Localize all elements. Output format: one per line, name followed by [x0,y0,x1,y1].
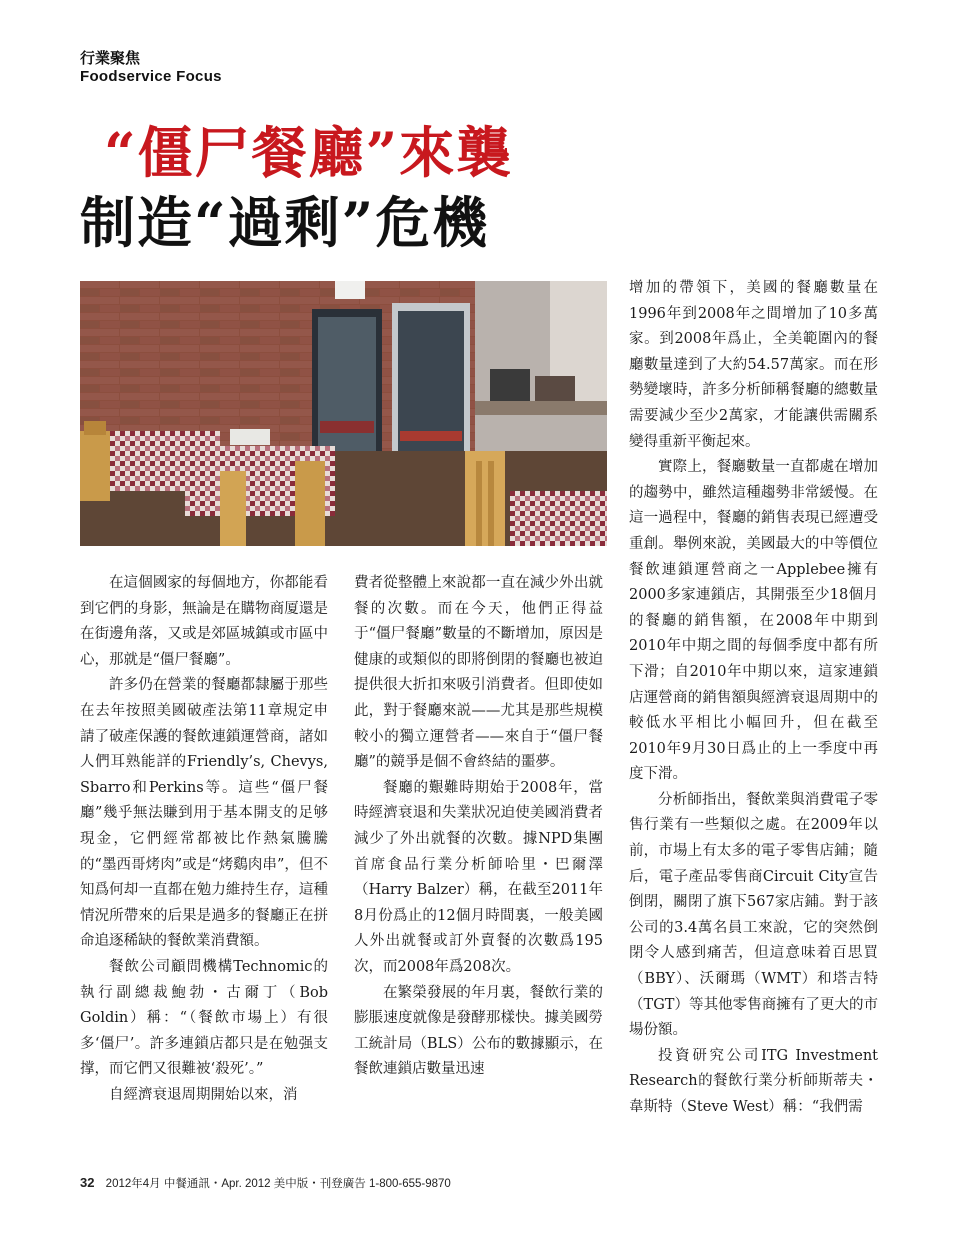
issue-info: 2012年4月 中餐通訊・Apr. 2012 美中版・刊登廣告 1-800-655-9870 [105,1178,451,1190]
paragraph: 在繁榮發展的年月裏，餐飲行業的膨脹速度就像是發酵那樣快。據美國勞工統計局（BLS）公布的數據顯示，在餐飲連鎖店數量迅速 [354,984,603,1078]
article-column-2 [354,571,603,1083]
paragraph: 餐飲公司顧問機構Technomic的執行副總裁鮑勃・古爾丁（Bob Goldin）稱：“（餐飲市場上）有很多‘僵尸’。許多連鎖店都只是在勉强支撑，而它們又很難被‘殺死’。” [80,958,328,1078]
section-label-en: Foodservice Focus [80,68,222,85]
headline-line-2: 制造“過剩”危機 [80,190,490,255]
headline [80,118,513,258]
page-footer [80,1175,451,1191]
page-number: 32 [80,1175,95,1190]
article-column-3 [629,276,878,1121]
article-column-1 [80,571,328,1108]
paragraph: 許多仍在營業的餐廳都隸屬于那些在去年按照美國破產法第11章規定申請了破產保護的餐飲連鎖運營商，諸如人們耳熟能詳的Friendly’s, Chevys, Sbarro和Perkins等。這些“僵尸餐廳”幾乎無法賺到用于基本開支的足够現金，它們經常都被比作熱氣騰騰的“墨西哥烤肉”或是“烤鷄肉串”，但不知爲何却一直都在勉力維持生存，這種情況所帶來的后果是過多的餐廳正在拼命追逐稀缺的餐飲業消費額。 [80,677,328,950]
paragraph: 在這個國家的每個地方，你都能看到它們的身影，無論是在購物商厦還是在街邊角落，又或是郊區城鎮或市區中心，那就是“僵尸餐廳”。 [80,575,328,668]
section-tag [80,50,222,86]
paragraph: 餐廳的艱難時期始于2008年，當時經濟衰退和失業狀况迫使美國消費者減少了外出就餐的次數。據NPD集團首席食品行業分析師哈里・巴爾澤（Harry Balzer）稱，在截至2011年8月份爲止的12個月時間裏，一般美國人外出就餐或訂外賣餐的次數爲195次，而2008年爲208次。 [354,779,603,975]
paragraph: 分析師指出，餐飲業與消費電子零售行業有一些類似之處。在2009年以前，市場上有太多的電子零售店鋪；隨后，電子產品零售商Circuit City宣告倒閉，關閉了旗下567家店鋪。對于該公司的3.4萬名員工來說，它的突然倒閉令人感到痛苦，但這意味着百思買（BBY）、沃爾瑪（WMT）和塔吉特（TGT）等其他零售商擁有了更大的市場份額。 [629,791,878,1039]
section-label-zh: 行業聚焦 [80,50,141,67]
paragraph: 投資研究公司ITG Investment Research的餐飲行業分析師斯蒂夫・韋斯特（Steve West）稱：“我們需 [629,1047,878,1115]
paragraph: 增加的帶領下，美國的餐廳數量在1996年到2008年之間增加了10多萬家。到2008年爲止，全美範圍內的餐廳數量達到了大約54.57萬家。而在形勢變壞時，許多分析師稱餐廳的總數量需要減少至少2萬家，才能讓供需關系變得重新平衡起來。 [629,280,878,450]
headline-line-1: “僵尸餐廳”來襲 [104,120,514,185]
paragraph: 自經濟衰退周期開始以來，消 [109,1086,298,1103]
restaurant-photo [80,281,607,546]
paragraph: 實際上，餐廳數量一直都處在增加的趨勢中，雖然這種趨勢非常緩慢。在這一過程中，餐廳的銷售表現已經遭受重創。舉例來說，美國最大的中等價位餐飲連鎖運營商之一Applebee擁有2000多家連鎖店，其開張至少18個月的餐廳的銷售額，在2008年中期到2010年中期之間的每個季度中都有所下滑；自2010年中期以來，這家連鎖店運營商的銷售額與經濟衰退周期中的較低水平相比小幅回升，但在截至2010年9月30日爲止的上一季度中再度下滑。 [629,459,878,783]
paragraph: 費者從整體上來說都一直在減少外出就餐的次數。而在今天，他們正得益于“僵尸餐廳”數量的不斷增加，原因是健康的或類似的即將倒閉的餐廳也被迫提供很大折扣來吸引消費者。但即使如此，對于餐廳來説——尤其是那些規模較小的獨立運營者——來自于“僵尸餐廳”的競爭是個不會終結的噩夢。 [354,575,603,771]
